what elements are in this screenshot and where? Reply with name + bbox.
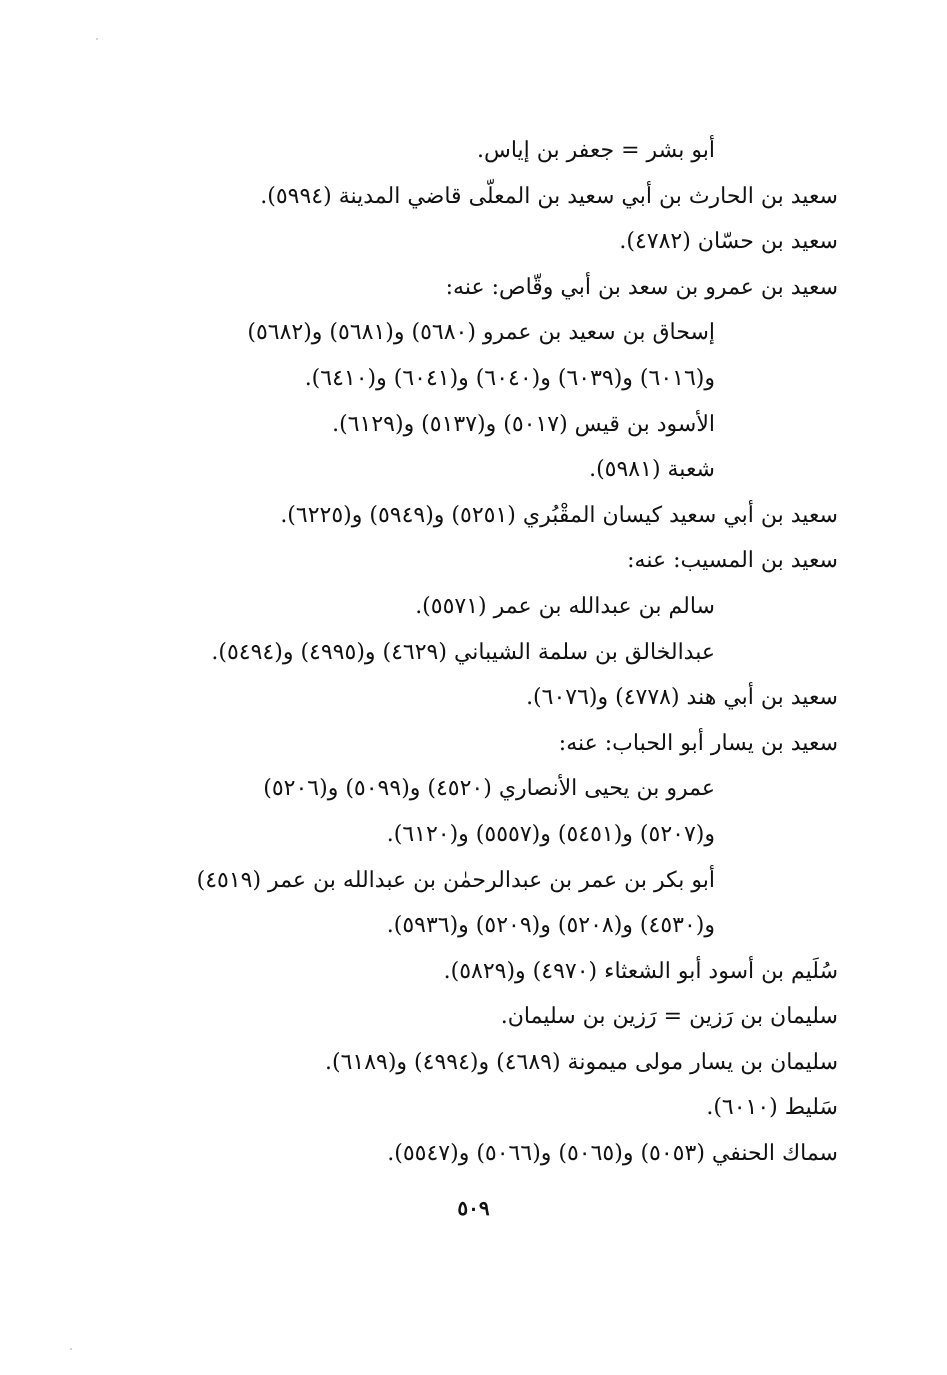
entry-line: سعيد بن المسيب: عنه:	[627, 548, 838, 574]
sub-entry-line: أبو بكر بن عمر بن عبدالرحمٰن بن عبدالله بن عمر (٤٥١٩)	[196, 867, 715, 893]
sub-entry-line: أبو بشر = جعفر بن إياس.	[476, 138, 715, 163]
entry-line: سليمان بن يسار مولى ميمونة (٤٦٨٩) و(٤٩٩٤) و(٦١٨٩).	[324, 1049, 838, 1075]
page-number: ٥٠٩	[457, 1196, 490, 1220]
entry-line: سعيد بن حسّان (٤٧٨٢).	[619, 229, 838, 255]
sub-entry-line: الأسود بن قيس (٥٠١٧) و(٥١٣٧) و(٦١٢٩).	[332, 411, 715, 437]
paper-speck	[70, 1348, 72, 1350]
paper-speck	[96, 38, 98, 40]
sub-entry-line: إسحاق بن سعيد بن عمرو (٥٦٨٠) و(٥٦٨١) و(٥٦٨٢)	[247, 320, 715, 346]
entry-line: سُلَيم بن أسود أبو الشعثاء (٤٩٧٠) و(٥٨٢٩).	[443, 958, 838, 984]
entry-line: سعيد بن أبي سعيد كيسان المقْبُري (٥٢٥١) و(٥٩٤٩) و(٦٢٢٥).	[280, 502, 838, 528]
sub-entry-line: و(٦٠١٦) و(٦٠٣٩) و(٦٠٤٠) و(٦٠٤١) و(٦٤١٠).	[304, 365, 715, 391]
sub-entry-line: سالم بن عبدالله بن عمر (٥٥٧١).	[415, 593, 715, 619]
entry-line: سَليط (٦٠١٠).	[706, 1095, 838, 1121]
entry-line: سعيد بن يسار أبو الحباب: عنه:	[558, 730, 838, 756]
sub-entry-line: شعبة (٥٩٨١).	[589, 457, 715, 483]
entry-line: سعيد بن الحارث بن أبي سعيد بن المعلّى قاضي المدينة (٥٩٩٤).	[260, 183, 838, 209]
sub-entry-line: و(٤٥٣٠) و(٥٢٠٨) و(٥٢٠٩) و(٥٩٣٦).	[386, 913, 715, 939]
sub-entry-line: عبدالخالق بن سلمة الشيباني (٤٦٢٩) و(٤٩٩٥) و(٥٤٩٤).	[211, 639, 715, 665]
sub-entry-line: و(٥٢٠٧) و(٥٤٥١) و(٥٥٥٧) و(٦١٢٠).	[386, 821, 715, 847]
entry-line: سماك الحنفي (٥٠٥٣) و(٥٠٦٥) و(٥٠٦٦) و(٥٥٤٧).	[387, 1141, 838, 1167]
sub-entry-line: عمرو بن يحيى الأنصاري (٤٥٢٠) و(٥٠٩٩) و(٥٢٠٦)	[263, 776, 715, 802]
entry-line: سليمان بن رَزين = رَزين بن سليمان.	[500, 1004, 838, 1030]
entry-line: سعيد بن عمرو بن سعد بن أبي وقّاص: عنه:	[445, 274, 838, 300]
entry-line: سعيد بن أبي هند (٤٧٧٨) و(٦٠٧٦).	[526, 685, 838, 711]
index-entries	[130, 128, 838, 1177]
